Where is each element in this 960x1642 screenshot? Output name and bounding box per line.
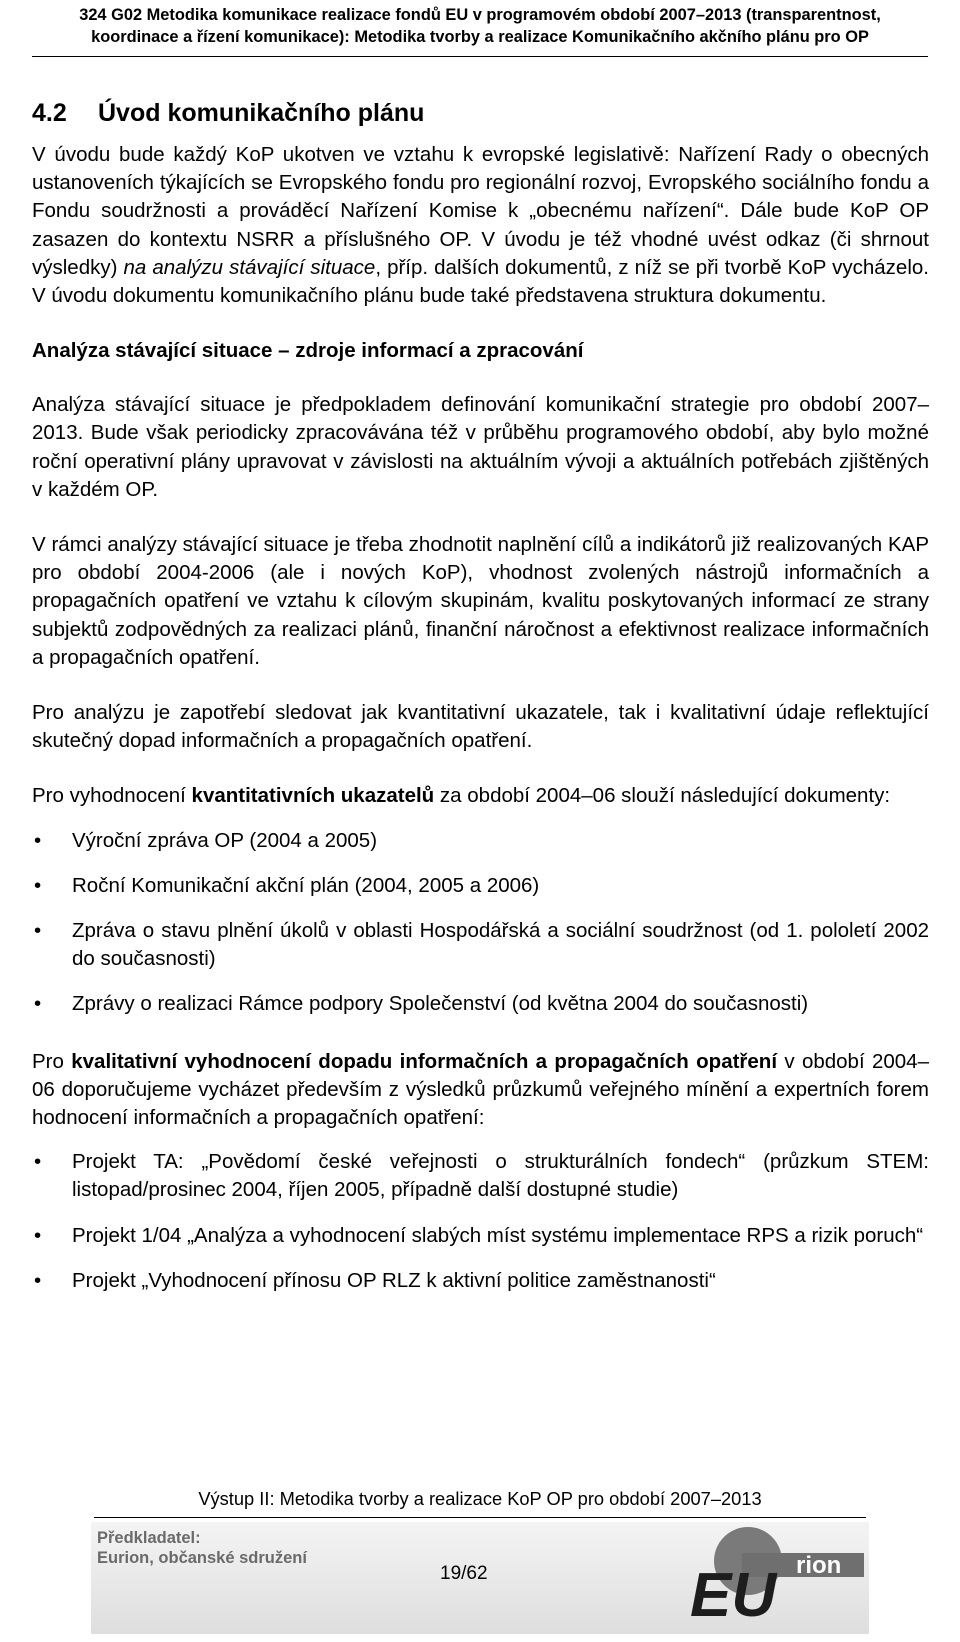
analysis-paragraph-1: Analýza stávající situace je předpokladem definování komunikační strategie pro období 2007–2013. Bude však periodicky zpracovávána též v průběhu programového období, aby bylo možné roční operativní plány upravovat v závislosti na aktuálním vývoji a aktuálních potřebách zjištěných v každém OP. <box>32 393 929 501</box>
list-item: • Výroční zpráva OP (2004 a 2005) <box>32 827 929 855</box>
bullet-icon: • <box>34 1150 42 1174</box>
bullet-icon: • <box>34 1268 42 1292</box>
header-line-1: 324 G02 Metodika komunikace realizace fondů EU v programovém období 2007–2013 (transparentnost, <box>79 6 881 24</box>
main-content <box>32 96 929 1312</box>
bullet-icon: • <box>34 873 42 897</box>
header-divider <box>32 56 928 57</box>
footer-divider <box>94 1517 866 1518</box>
intro-emphasis: na analýzu stávající situace <box>123 255 376 279</box>
header-line-2: koordinace a řízení komunikace): Metodika tvorby a realizace Komunikačního akčního plánu pro OP <box>91 28 869 46</box>
running-header <box>20 4 940 48</box>
submitter-name: Eurion, občanské sdružení <box>97 1549 307 1567</box>
qualitative-sources-list <box>32 1148 929 1295</box>
intro-paragraph: V úvodu bude každý KoP ukotven ve vztahu k evropské legislativě: Nařízení Rady o obecných ustanoveních týkajících se Evropského fondu pro regionální rozvoj, Evropského sociálního fondu a Fondu soudržnosti a prováděcí Nařízení Komise k „obecnému nařízení“. Dále bude KoP OP zasazen do kontextu NSRR a příslušného OP. V úvodu je též vhodné uvést odkaz (či shrnout výsledky) na analýzu stávající situace, příp. dalších dokumentů, z níž se při tvorbě KoP vycházelo. V úvodu dokumentu komunikačního plánu bude také představena struktura dokumentu. <box>32 143 929 308</box>
quantitative-documents-list <box>32 827 929 1019</box>
list-item: • Zprávy o realizaci Rámce podpory Společenství (od května 2004 do současnosti) <box>32 990 929 1018</box>
list-item: • Zpráva o stavu plnění úkolů v oblasti Hospodářská a sociální soudržnost (od 1. pololetí 2002 do současnosti) <box>34 919 929 971</box>
list-item: • Projekt 1/04 „Analýza a vyhodnocení slabých míst systému implementace RPS a rizik poruch“ <box>32 1222 929 1250</box>
list-item: • Roční Komunikační akční plán (2004, 2005 a 2006) <box>32 872 929 900</box>
page-number: 19/62 <box>440 1563 488 1584</box>
submitter-block <box>97 1528 307 1568</box>
list-item: • Projekt „Vyhodnocení přínosu OP RLZ k aktivní politice zaměstnanosti“ <box>32 1267 929 1295</box>
logo-eu-text: EU <box>690 1561 777 1630</box>
bullet-icon: • <box>34 1223 42 1247</box>
bullet-icon: • <box>34 828 42 852</box>
footer-title: Výstup II: Metodika tvorby a realizace KoP OP pro období 2007–2013 <box>198 1488 762 1509</box>
list-item: • Projekt TA: „Povědomí české veřejnosti o strukturálních fondech“ (průzkum STEM: listopad/prosinec 2004, říjen 2005, případně další dostupné studie) <box>34 1150 929 1202</box>
section-title: Úvod komunikačního plánu <box>98 99 425 127</box>
bullet-icon: • <box>34 992 42 1016</box>
submitter-label: Předkladatel: <box>97 1529 201 1547</box>
logo-rion-text: rion <box>796 1552 842 1579</box>
eurion-logo-icon <box>686 1521 866 1633</box>
section-heading <box>32 96 929 130</box>
analysis-paragraph-3: Pro analýzu je zapotřebí sledovat jak kvantitativní ukazatele, tak i kvalitativní údaje reflektující skutečný dopad informačních a propagačních opatření. <box>32 701 929 753</box>
qualitative-bold: kvalitativní vyhodnocení dopadu informačních a propagačních opatření <box>71 1049 778 1073</box>
analysis-paragraph-2: V rámci analýzy stávající situace je třeba zhodnotit naplnění cílů a indikátorů již realizovaných KAP pro období 2004-2006 (ale i nových KoP), vhodnost zvolených nástrojů informačních a propagačních opatření ve vztahu k cílovým skupinám, kvalitu poskytovaných informací ze strany subjektů zodpovědných za realizaci plánů, finanční náročnost a efektivnost realizace informačních a propagačních opatření. <box>32 533 929 669</box>
qualitative-intro: Pro kvalitativní vyhodnocení dopadu informačních a propagačních opatření v období 2004–06 doporučujeme vycházet především z výsledků průzkumů veřejného mínění a expertních forem hodnocení informačních a propagačních opatření: <box>32 1049 929 1130</box>
analysis-heading: Analýza stávající situace – zdroje informací a zpracování <box>32 339 584 363</box>
section-number: 4.2 <box>32 99 67 127</box>
quantitative-bold: kvantitativních ukazatelů <box>191 784 435 808</box>
quantitative-intro: Pro vyhodnocení kvantitativních ukazatelů za období 2004–06 slouží následující dokumenty: <box>32 784 891 808</box>
bullet-icon: • <box>34 919 42 943</box>
